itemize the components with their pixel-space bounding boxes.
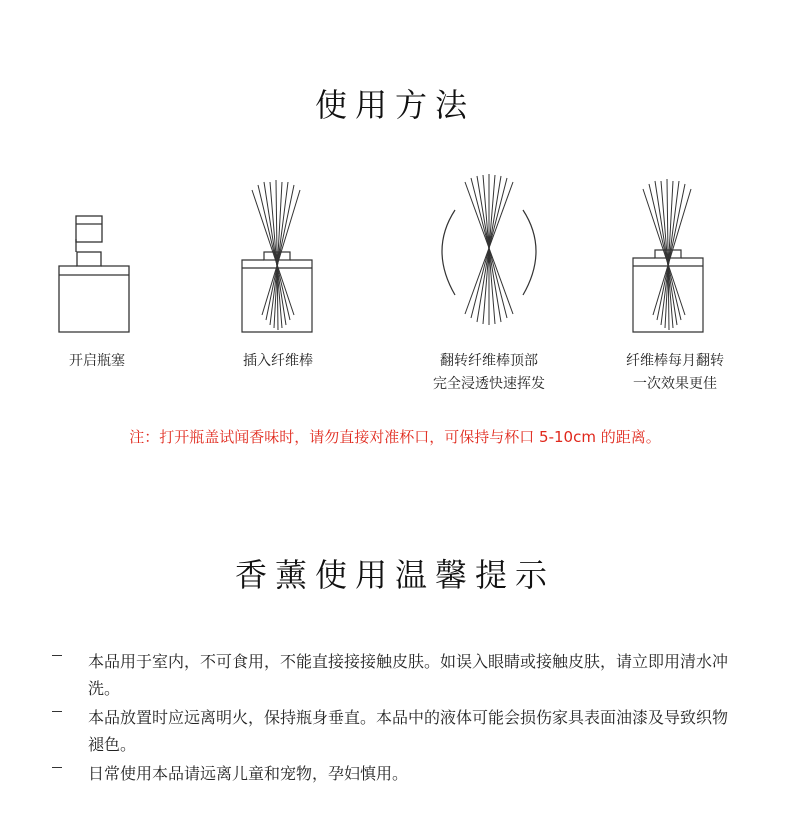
- tip-text: 本品放置时应远离明火，保持瓶身垂直。本品中的液体可能会损伤家具表面油漆及导致织物褪色。: [88, 708, 729, 754]
- step-label: 纤维棒每月翻转 一次效果更佳: [626, 353, 724, 392]
- bottle-open-icon: [0, 170, 197, 340]
- tips-list: [52, 648, 752, 789]
- bullet-dash-icon: [52, 655, 62, 656]
- tip-item: [52, 704, 752, 758]
- step-open-stopper: [0, 170, 197, 373]
- tip-text: 本品用于室内，不可食用，不能直接接接触皮肤。如误入眼睛或接触皮肤，请立即用清水冲洗。: [88, 652, 729, 698]
- bullet-dash-icon: [52, 767, 62, 768]
- step-flip-reeds: [389, 170, 589, 396]
- bullet-dash-icon: [52, 711, 62, 712]
- bottle-reeds-monthly-icon: [575, 170, 775, 340]
- step-label: 插入纤维棒: [243, 353, 313, 369]
- usage-note: 注：打开瓶盖试闻香味时，请勿直接对准杯口，可保持与杯口 5-10cm 的距离。: [129, 428, 661, 446]
- tip-item: [52, 760, 752, 787]
- step-label: 翻转纤维棒顶部 完全浸透快速挥发: [433, 353, 545, 392]
- bottle-reeds-icon: [178, 170, 378, 340]
- step-insert-reeds: [178, 170, 378, 373]
- step-flip-monthly: [575, 170, 775, 396]
- tip-item: [52, 648, 752, 702]
- tips-title: 香薰使用温馨提示: [234, 556, 555, 594]
- usage-title: 使用方法: [314, 86, 475, 124]
- tip-text: 日常使用本品请远离儿童和宠物，孕妇慎用。: [88, 764, 409, 783]
- step-label: 开启瓶塞: [69, 353, 125, 369]
- reeds-flip-icon: [389, 170, 589, 340]
